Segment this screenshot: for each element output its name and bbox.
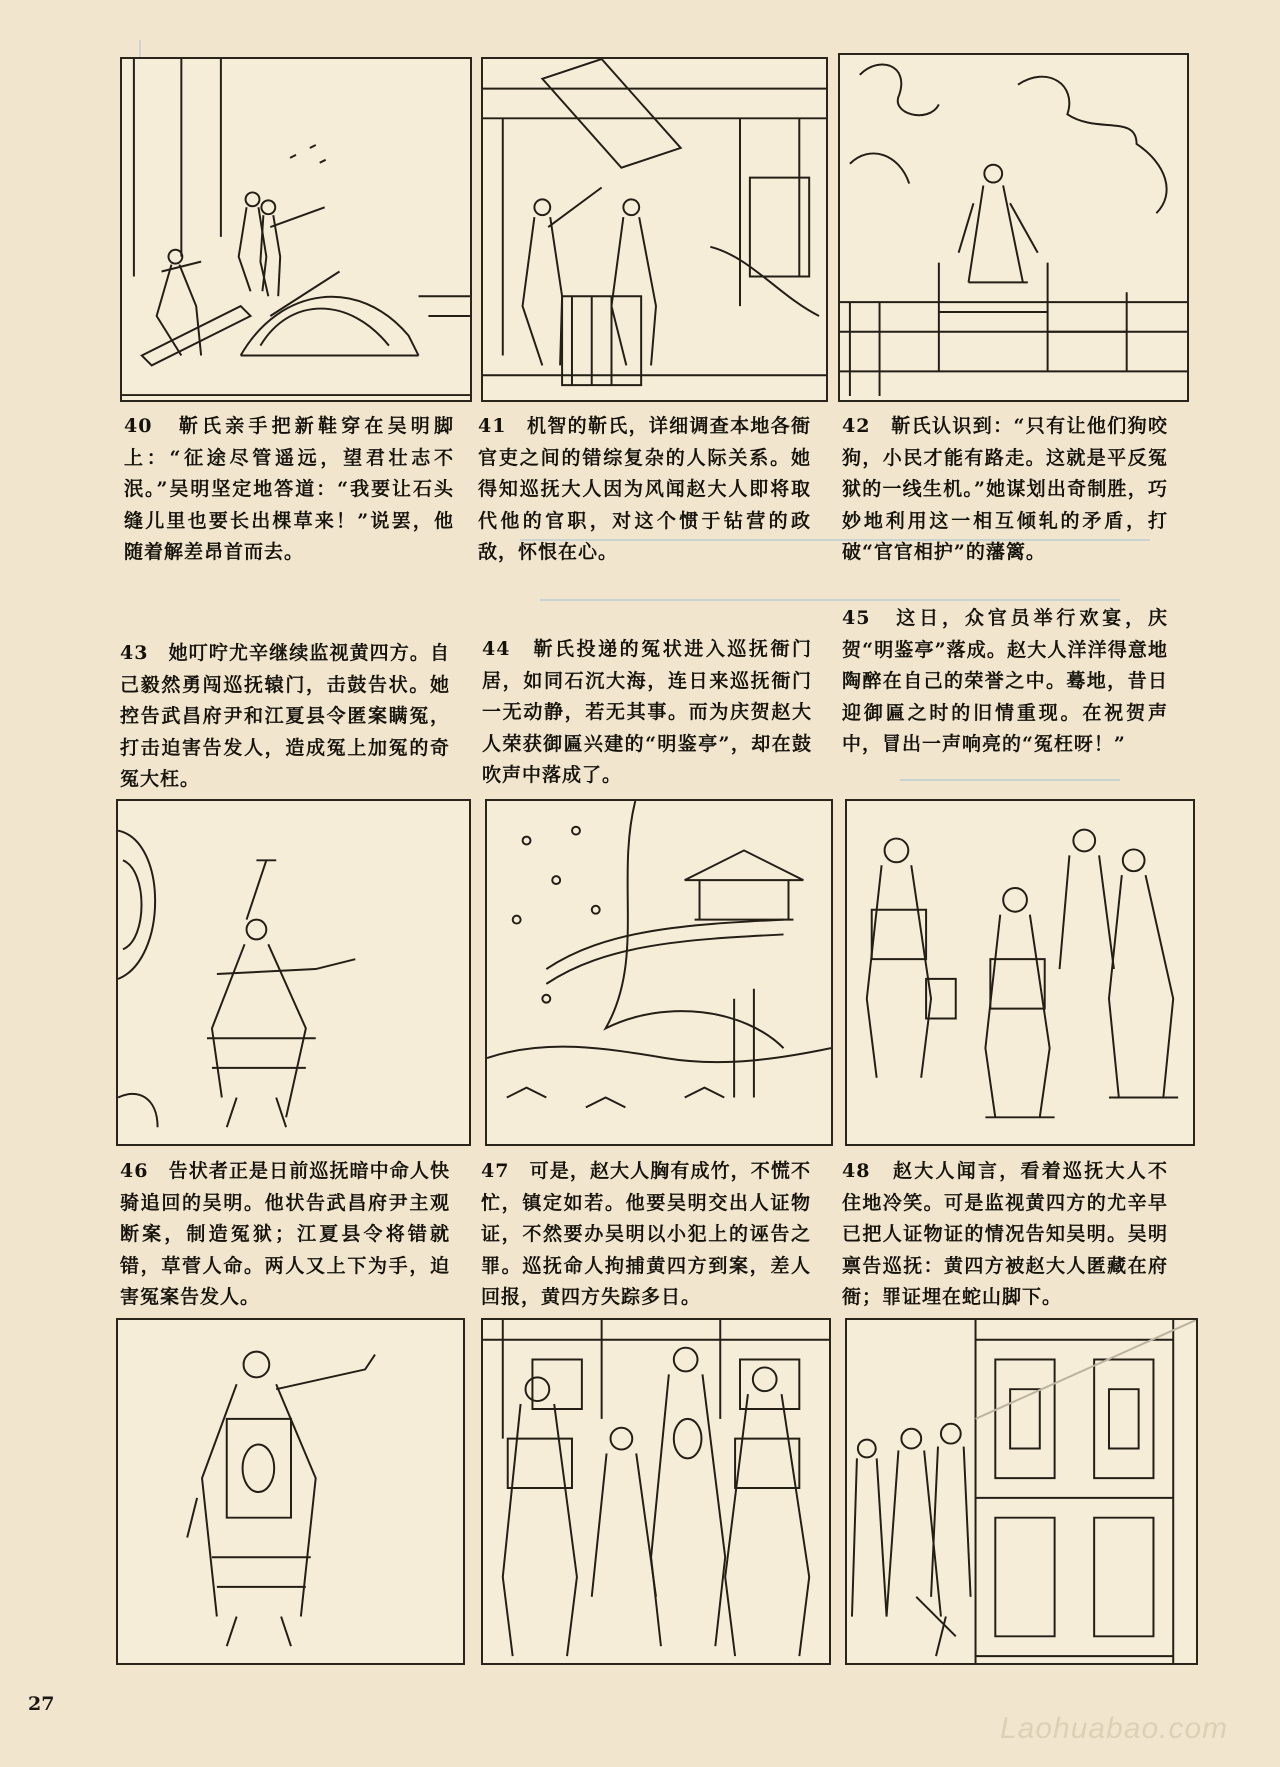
caption-42: 42 靳氏认识到：“只有让他们狗咬狗，小民才能有路走。这就是平反冤狱的一线生机。”她谋划出奇制胜，巧妙地利用这一相互倾轧的矛盾，打破“官官相护”的藩篱。: [842, 415, 1168, 563]
panel-46-illustration: [116, 1318, 465, 1665]
drum-striking-drawing: [118, 801, 469, 1144]
caption-40: 40 靳氏亲手把新鞋穿在吴明脚上：“征途尽管遥远，望君壮志不泯。”吴明坚定地答道：“我要让石头缝儿里也要长出棵草来！”说罢，他随着解差昂首而去。: [124, 415, 454, 563]
accuser-pointing-drawing: [118, 1320, 463, 1663]
officials-banquet-drawing: [847, 801, 1193, 1144]
caption-44: 44 靳氏投递的冤状进入巡抚衙门居，如同石沉大海，连日来巡抚衙门一无动静，若无其事。而为庆贺赵大人荣获御匾兴建的“明鉴亭”，却在鼓吹声中落成了。: [482, 638, 812, 786]
page-number: 27: [28, 1693, 55, 1715]
panel-43-illustration: [116, 799, 471, 1146]
panel-42-illustration: [838, 53, 1189, 402]
caption-43: 43 她叮咛尤辛继续监视黄四方。自己毅然勇闯巡抚辕门，击鼓告状。她控告武昌府尹和江夏县令匿案瞒冤，打击迫害告发人，造成冤上加冤的奇冤大枉。: [120, 642, 450, 790]
caption-48: 48 赵大人闻言，看着巡抚大人不住地冷笑。可是监视黄四方的尤辛早已把人证物证的情况告知吴明。吴明禀告巡抚：黄四方被赵大人匿藏在府衙；罪证埋在蛇山脚下。: [842, 1160, 1168, 1308]
panel-41-illustration: [481, 57, 828, 402]
caption-46: 46 告状者正是日前巡抚暗中命人快骑追回的吴明。他状告武昌府尹主观断案，制造冤狱；江夏县令将错就错，草菅人命。两人又上下为手，迫害冤案告发人。: [120, 1160, 450, 1308]
panel-40-illustration: [120, 57, 472, 402]
court-officials-drawing: [483, 1320, 829, 1663]
panel-47-illustration: [481, 1318, 831, 1665]
panel-44-illustration: [485, 799, 833, 1146]
woman-on-bridge-drawing: [840, 55, 1187, 400]
caption-45: 45 这日，众官员举行欢宴，庆贺“明鉴亭”落成。赵大人洋洋得意地陶醉在自己的荣誉之中。蓦地，昔日迎御匾之时的旧情重现。在祝贺声中，冒出一声响亮的“冤枉呀！”: [842, 607, 1168, 755]
screen-room-drawing: [847, 1320, 1196, 1663]
caption-47: 47 可是，赵大人胸有成竹，不慌不忙，镇定如若。他要吴明交出人证物证，不然要办吴明以小犯上的诬告之罪。巡抚命人拘捕黄四方到案，差人回报，黄四方失踪多日。: [481, 1160, 811, 1308]
caption-41: 41 机智的靳氏，详细调查本地各衙官吏之间的错综复杂的人际关系。她得知巡抚大人因为风闻赵大人即将取代他的官职，对这个惯于钻营的政敌，怀恨在心。: [478, 415, 811, 563]
panel-45-illustration: [845, 799, 1195, 1146]
pavilion-garden-drawing: [487, 801, 831, 1144]
site-watermark: Laohuabao.com: [1000, 1712, 1229, 1745]
office-investigation-drawing: [483, 59, 826, 400]
bridge-departure-drawing: [122, 59, 470, 400]
panel-48-illustration: [845, 1318, 1198, 1665]
